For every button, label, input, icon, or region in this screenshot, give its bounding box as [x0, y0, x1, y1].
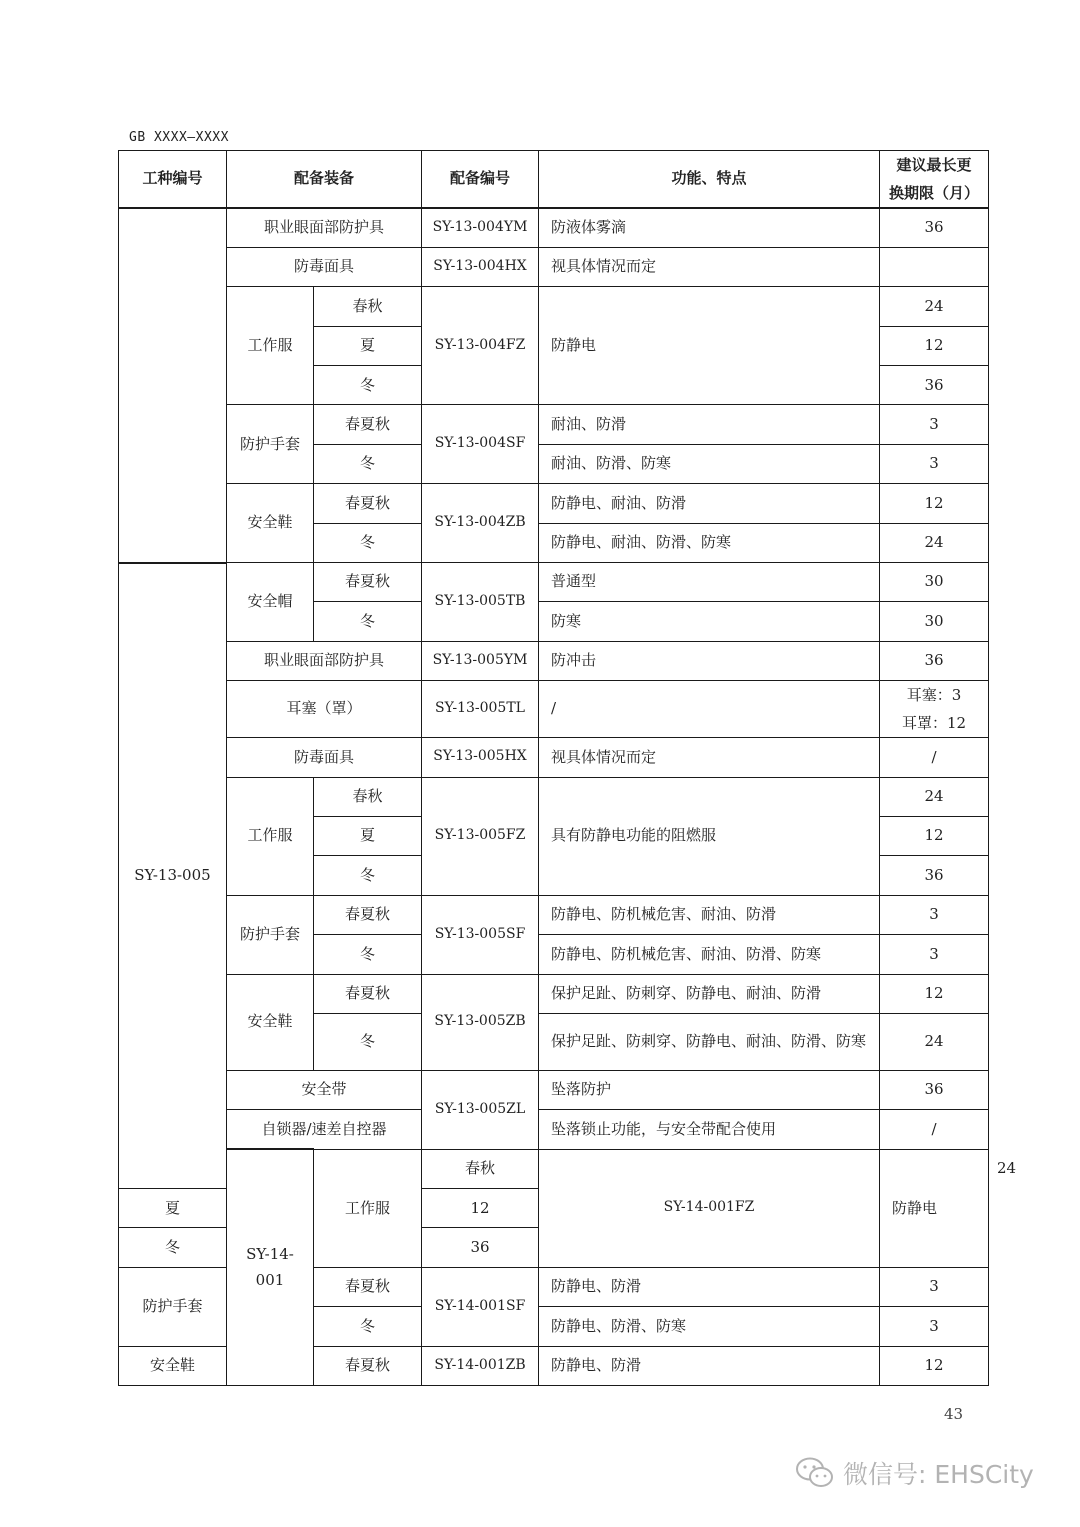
period-earplug: 耳塞：3: [906, 686, 962, 705]
period-cell: 24: [880, 523, 989, 562]
header-job-code: 工种编号: [119, 151, 227, 209]
season-cell: 冬: [314, 523, 422, 562]
watermark-text: 微信号: EHSCity: [843, 1460, 1034, 1489]
equipment-cell: 职业眼面部防护具: [227, 208, 422, 247]
function-cell: 防静电、防机械危害、耐油、防滑: [539, 895, 880, 934]
header-max-period-line1: 建议最长更: [896, 156, 972, 174]
equipment-cell: 安全带: [227, 1070, 422, 1109]
period-cell: [880, 681, 989, 738]
equipment-cell: 安全鞋: [119, 1346, 227, 1385]
equip-code-cell: SY-13-005ZL: [422, 1070, 539, 1149]
equip-code-cell: SY-13-005TB: [422, 563, 539, 642]
ppe-equipment-table: [118, 150, 1017, 1386]
function-cell: 保护足趾、防刺穿、防静电、耐油、防滑、防寒: [539, 1013, 880, 1070]
function-cell: /: [539, 681, 880, 738]
season-cell: 夏: [314, 326, 422, 365]
page-number: 43: [944, 1405, 964, 1423]
period-cell: 12: [422, 1189, 539, 1228]
table-row: [119, 641, 989, 680]
equipment-cell: 安全帽: [227, 563, 314, 642]
period-cell: 30: [880, 563, 989, 602]
table-row: [119, 208, 989, 247]
header-max-period: [880, 151, 989, 209]
equipment-cell: 安全鞋: [227, 974, 314, 1070]
equip-code-cell: SY-13-005YM: [422, 641, 539, 680]
period-cell: 3: [880, 1267, 989, 1306]
wechat-watermark: [795, 1455, 1034, 1491]
table-row: SY-14-001 工作服 春秋 SY-14-001FZ 防静电 24: [119, 1149, 989, 1188]
season-cell: 春夏秋: [314, 563, 422, 602]
equip-code-cell: SY-13-005TL: [422, 681, 539, 738]
period-cell: 36: [422, 1228, 539, 1267]
table-row: [119, 974, 989, 1013]
equip-code-cell: SY-13-004YM: [422, 208, 539, 247]
table-header-row: [119, 151, 989, 209]
equipment-cell: 防毒面具: [227, 738, 422, 777]
function-cell: 坠落锁止功能，与安全带配合使用: [539, 1110, 880, 1149]
season-cell: 夏: [119, 1189, 227, 1228]
document-header: GB XXXX—XXXX: [129, 130, 229, 145]
job-code-cell: SY-14-001: [227, 1149, 314, 1385]
equip-code-cell: SY-13-005ZB: [422, 974, 539, 1070]
season-cell: 冬: [314, 366, 422, 405]
function-cell: 防静电、防滑: [539, 1346, 880, 1385]
function-cell: 普通型: [539, 563, 880, 602]
period-cell: /: [880, 1110, 989, 1149]
equip-code-cell: SY-13-004SF: [422, 405, 539, 484]
period-cell: 36: [880, 208, 989, 247]
period-cell: 12: [880, 1346, 989, 1385]
table-row: [119, 1110, 989, 1149]
period-cell: 3: [880, 1307, 989, 1346]
season-cell: 冬: [314, 602, 422, 641]
equip-code-cell: SY-13-005SF: [422, 895, 539, 974]
equip-code-cell: SY-13-004ZB: [422, 484, 539, 563]
period-cell: 24: [880, 777, 989, 816]
season-cell: 冬: [314, 444, 422, 483]
table-row: [119, 777, 989, 816]
header-equip-code: 配备编号: [422, 151, 539, 209]
equip-code-cell: SY-14-001FZ: [539, 1149, 880, 1267]
season-cell: 春夏秋: [314, 974, 422, 1013]
function-cell: 防寒: [539, 602, 880, 641]
season-cell: 春夏秋: [314, 484, 422, 523]
season-cell: 冬: [314, 856, 422, 895]
equipment-cell: 自锁器/速差自控器: [227, 1110, 422, 1149]
period-cell: [880, 247, 989, 286]
equip-code-cell: SY-14-001SF: [422, 1267, 539, 1346]
period-cell: 3: [880, 935, 989, 974]
period-cell: 3: [880, 405, 989, 444]
table-row: [119, 287, 989, 326]
function-cell: 保护足趾、防刺穿、防静电、耐油、防滑: [539, 974, 880, 1013]
season-cell: 夏: [314, 816, 422, 855]
function-cell: 具有防静电功能的阻燃服: [539, 777, 880, 895]
period-cell: 24: [880, 287, 989, 326]
function-cell: 视具体情况而定: [539, 738, 880, 777]
period-cell: 3: [880, 895, 989, 934]
season-cell: 春秋: [422, 1149, 539, 1188]
period-earmuff: 耳罩：12: [901, 714, 967, 733]
equipment-cell: 防护手套: [119, 1267, 227, 1346]
season-cell: 冬: [314, 935, 422, 974]
equip-code-cell: SY-14-001ZB: [422, 1346, 539, 1385]
period-cell: 36: [880, 366, 989, 405]
function-cell: 坠落防护: [539, 1070, 880, 1109]
equipment-cell: 防护手套: [227, 895, 314, 974]
equip-code-cell: SY-13-005FZ: [422, 777, 539, 895]
season-cell: 春夏秋: [314, 895, 422, 934]
equipment-cell: 工作服: [314, 1149, 422, 1267]
period-cell: 36: [880, 856, 989, 895]
period-cell: 12: [880, 974, 989, 1013]
season-cell: 春夏秋: [314, 1267, 422, 1306]
season-cell: 春秋: [314, 287, 422, 326]
equipment-cell: 安全鞋: [227, 484, 314, 563]
function-cell: 防静电: [880, 1149, 989, 1267]
equipment-cell: 耳塞（罩）: [227, 681, 422, 738]
season-cell: 春秋: [314, 777, 422, 816]
equip-code-cell: SY-13-004HX: [422, 247, 539, 286]
period-cell: /: [880, 738, 989, 777]
header-max-period-line2: 换期限（月）: [889, 184, 980, 202]
period-cell: 36: [880, 1070, 989, 1109]
function-cell: 防静电、防滑、防寒: [539, 1307, 880, 1346]
function-cell: 防静电、防机械危害、耐油、防滑、防寒: [539, 935, 880, 974]
period-cell: 24: [880, 1013, 989, 1070]
equipment-cell: 工作服: [227, 777, 314, 895]
function-cell: 防静电、耐油、防滑: [539, 484, 880, 523]
period-cell: 30: [880, 602, 989, 641]
season-cell: 冬: [314, 1013, 422, 1070]
table-row: [119, 738, 989, 777]
period-cell: 3: [880, 444, 989, 483]
season-cell: 春夏秋: [314, 1346, 422, 1385]
function-cell: 防静电、耐油、防滑、防寒: [539, 523, 880, 562]
header-function: 功能、特点: [539, 151, 880, 209]
season-cell: 冬: [314, 1307, 422, 1346]
equipment-cell: 防护手套: [227, 405, 314, 484]
table-row: [119, 484, 989, 523]
table-row: [119, 681, 989, 738]
season-cell: 春夏秋: [314, 405, 422, 444]
period-cell: 12: [880, 484, 989, 523]
equipment-cell: 职业眼面部防护具: [227, 641, 422, 680]
job-code-cell: [119, 208, 227, 563]
season-cell: 冬: [119, 1228, 227, 1267]
function-cell: 防液体雾滴: [539, 208, 880, 247]
table-row: [119, 247, 989, 286]
function-cell: 视具体情况而定: [539, 247, 880, 286]
equip-code-cell: SY-13-005HX: [422, 738, 539, 777]
job-code-cell: SY-13-005: [119, 563, 227, 1189]
table-row: [119, 405, 989, 444]
function-cell: 耐油、防滑、防寒: [539, 444, 880, 483]
equipment-cell: 防毒面具: [227, 247, 422, 286]
equipment-cell: 工作服: [227, 287, 314, 405]
table-row: [119, 895, 989, 934]
period-cell: 12: [880, 326, 989, 365]
wechat-icon: [795, 1456, 835, 1490]
period-cell: 12: [880, 816, 989, 855]
table-row: [119, 1070, 989, 1109]
function-cell: 防静电、防滑: [539, 1267, 880, 1306]
function-cell: 防冲击: [539, 641, 880, 680]
function-cell: 防静电: [539, 287, 880, 405]
header-equipment: 配备装备: [227, 151, 422, 209]
period-cell: 36: [880, 641, 989, 680]
equip-code-cell: SY-13-004FZ: [422, 287, 539, 405]
table-row: [119, 563, 989, 602]
function-cell: 耐油、防滑: [539, 405, 880, 444]
